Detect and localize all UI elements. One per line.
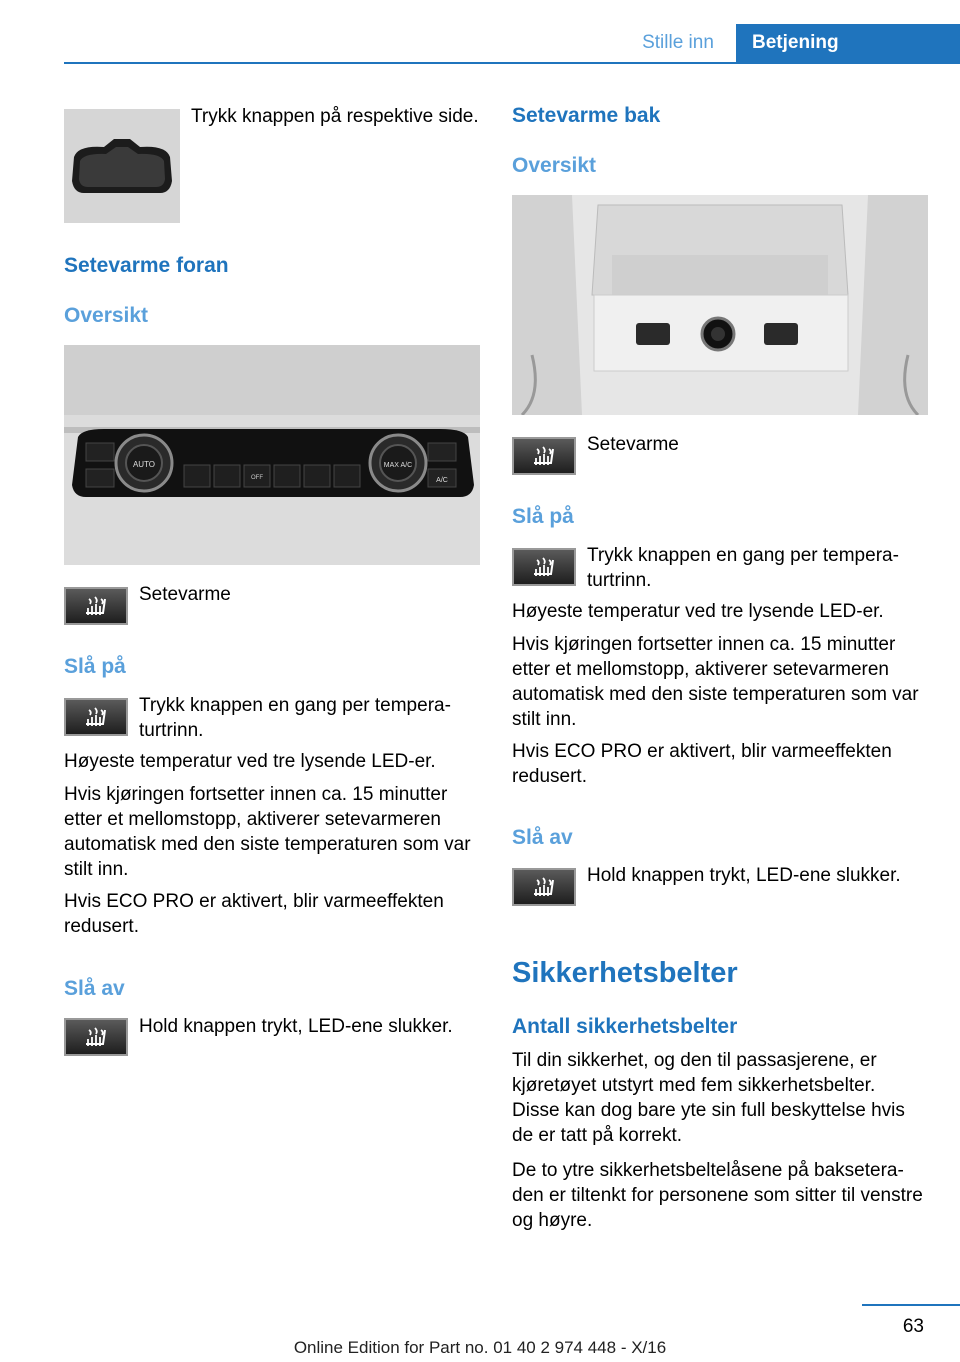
footer-edition: Online Edition for Part no. 01 40 2 974 448 - X/16 [293, 1338, 667, 1357]
icon-caption-rear: Setevarme [587, 434, 679, 455]
rear-p1: Høyeste temperatur ved tre lysende LED-er. [512, 601, 884, 622]
seat-heating-button-icon [512, 868, 576, 906]
side-button-photo [64, 109, 180, 223]
header-rule [64, 62, 960, 64]
heading-seat-belts: Sikkerhetsbelter [512, 957, 738, 989]
intro-text: Trykk knappen på respektive side. [191, 106, 479, 127]
heading-on-rear: Slå på [512, 505, 574, 528]
panel-maxac-label: MAX A/C [383, 462, 413, 469]
off-text-front: Hold knappen trykt, LED-ene slukker. [139, 1016, 453, 1037]
front-p2: Hvis kjøringen fortsetter innen ca. 15 minutter etter et mellomstopp, aktiverer setevarmeren automatisk med den siste temperaturen som var stilt inn. [64, 784, 471, 880]
off-text-rear: Hold knappen trykt, LED-ene slukker. [587, 865, 901, 886]
heading-off-rear: Slå av [512, 826, 573, 849]
on-text-rear: Trykk knappen en gang per temperaturtrinn. [587, 545, 899, 591]
seat-heating-button-icon [512, 437, 576, 475]
panel-auto-label: AUTO [132, 460, 156, 469]
header-section-tab: Stille inn [642, 32, 714, 53]
rear-p2: Hvis kjøringen fortsetter innen ca. 15 minutter etter et mellomstopp, aktiverer setevarmeren automatisk med den siste temperaturen som var stilt inn. [512, 634, 919, 730]
front-p3: Hvis ECO PRO er aktivert, blir varmeeffekten redusert. [64, 891, 444, 937]
seat-heating-button-icon [64, 698, 128, 736]
icon-caption-front: Setevarme [139, 584, 231, 605]
heading-off-front: Slå av [64, 977, 125, 1000]
rear-p3: Hvis ECO PRO er aktivert, blir varmeeffekten redusert. [512, 741, 892, 787]
header-chapter-tab: Betjening [736, 24, 960, 62]
panel-off-label: OFF [251, 475, 263, 481]
subheading-overview-front: Oversikt [64, 304, 149, 327]
front-p1: Høyeste temperatur ved tre lysende LED-er. [64, 751, 436, 772]
footer-rule [862, 1304, 960, 1306]
heading-on-front: Slå på [64, 655, 126, 678]
belts-p2: De to ytre sikkerhetsbeltelåsene på bakseteraden er tiltenkt for personene som sitter til venstre og høyre. [512, 1160, 923, 1231]
heading-front-seat-heating: Setevarme foran [64, 254, 229, 277]
seat-heating-button-icon [512, 548, 576, 586]
heading-number-of-belts: Antall sikkerhetsbelter [512, 1015, 738, 1038]
on-text-front: Trykk knappen en gang per temperaturtrinn. [139, 695, 451, 741]
rear-console-photo [512, 195, 928, 415]
subheading-overview-rear: Oversikt [512, 154, 597, 177]
belts-p1: Til din sikkerhet, og den til passasjerene, er kjøretøyet utstyrt med fem sikkerhetsbelter. Disse kan dog bare yte sin full beskyttelse hvis de er tatt på korrekt. [512, 1050, 905, 1146]
seat-heating-button-icon [64, 587, 128, 625]
page-number: 63 [902, 1316, 924, 1337]
front-climate-panel-photo [64, 345, 480, 565]
panel-ac-label: A/C [436, 477, 448, 484]
heading-rear-seat-heating: Setevarme bak [512, 104, 661, 127]
seat-heating-button-icon [64, 1018, 128, 1056]
